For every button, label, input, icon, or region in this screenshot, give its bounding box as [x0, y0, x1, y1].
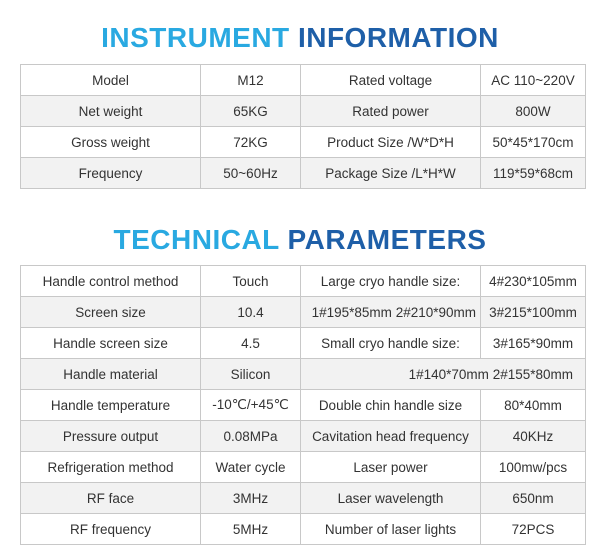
param-value: 40KHz [481, 421, 586, 452]
table-row [21, 390, 586, 421]
param-value: Silicon [201, 359, 301, 390]
info-label: Package Size /L*H*W [301, 158, 481, 189]
table-row [21, 452, 586, 483]
param-value: 4#230*105mm [481, 266, 586, 297]
param-value: 0.08MPa [201, 421, 301, 452]
info-value: M12 [201, 65, 301, 96]
technical-parameters-table [20, 265, 586, 545]
instrument-information-table [20, 64, 586, 189]
param-value: 650nm [481, 483, 586, 514]
table-row [21, 96, 586, 127]
param-value: 72PCS [481, 514, 586, 545]
info-label: Rated voltage [301, 65, 481, 96]
info-value: AC 110~220V [481, 65, 586, 96]
param-label: Number of laser lights [301, 514, 481, 545]
param-label: RF frequency [21, 514, 201, 545]
param-label: Handle material [21, 359, 201, 390]
table-row [21, 328, 586, 359]
param-label: Handle control method [21, 266, 201, 297]
heading-word-information: INFORMATION [297, 22, 499, 53]
info-value: 119*59*68cm [481, 158, 586, 189]
param-label: Pressure output [21, 421, 201, 452]
param-value: Water cycle [201, 452, 301, 483]
param-label: Laser wavelength [301, 483, 481, 514]
large-cryo-size-2: 2#210*90mm [395, 304, 476, 320]
info-value: 50*45*170cm [481, 127, 586, 158]
param-value: Touch [201, 266, 301, 297]
table-row [21, 514, 586, 545]
small-cryo-size-2: 2#155*80mm [492, 366, 573, 382]
param-value [301, 297, 481, 328]
param-label: Handle temperature [21, 390, 201, 421]
param-value: 80*40mm [481, 390, 586, 421]
small-cryo-size-1: 1#140*70mm [408, 366, 489, 382]
technical-parameters-heading [0, 224, 600, 256]
info-value: 65KG [201, 96, 301, 127]
param-label: Small cryo handle size: [301, 328, 481, 359]
heading-word-parameters: PARAMETERS [287, 224, 487, 255]
info-value: 50~60Hz [201, 158, 301, 189]
table-row [21, 127, 586, 158]
large-cryo-size-1: 1#195*85mm [311, 304, 392, 320]
table-row [21, 297, 586, 328]
param-label: Refrigeration method [21, 452, 201, 483]
heading-word-instrument: INSTRUMENT [101, 22, 290, 53]
param-value: 5MHz [201, 514, 301, 545]
info-value: 800W [481, 96, 586, 127]
param-label: Laser power [301, 452, 481, 483]
param-value: 4.5 [201, 328, 301, 359]
table-row [21, 421, 586, 452]
param-label: Cavitation head frequency [301, 421, 481, 452]
param-label: Double chin handle size [301, 390, 481, 421]
table-row [21, 359, 586, 390]
table-row [21, 65, 586, 96]
info-label: Product Size /W*D*H [301, 127, 481, 158]
instrument-information-heading [0, 22, 600, 54]
param-value: 3#165*90mm [481, 328, 586, 359]
param-value: 3MHz [201, 483, 301, 514]
info-label: Net weight [21, 96, 201, 127]
table-row [21, 158, 586, 189]
table-row [21, 266, 586, 297]
param-label: Handle screen size [21, 328, 201, 359]
param-value: -10℃/+45℃ [201, 390, 301, 421]
param-label: Large cryo handle size: [301, 266, 481, 297]
info-label: Frequency [21, 158, 201, 189]
heading-word-technical: TECHNICAL [113, 224, 280, 255]
param-value [301, 359, 586, 390]
table-row [21, 483, 586, 514]
param-label: RF face [21, 483, 201, 514]
param-value: 10.4 [201, 297, 301, 328]
info-label: Model [21, 65, 201, 96]
info-value: 72KG [201, 127, 301, 158]
info-label: Rated power [301, 96, 481, 127]
param-value: 3#215*100mm [481, 297, 586, 328]
param-value: 100mw/pcs [481, 452, 586, 483]
info-label: Gross weight [21, 127, 201, 158]
param-label: Screen size [21, 297, 201, 328]
